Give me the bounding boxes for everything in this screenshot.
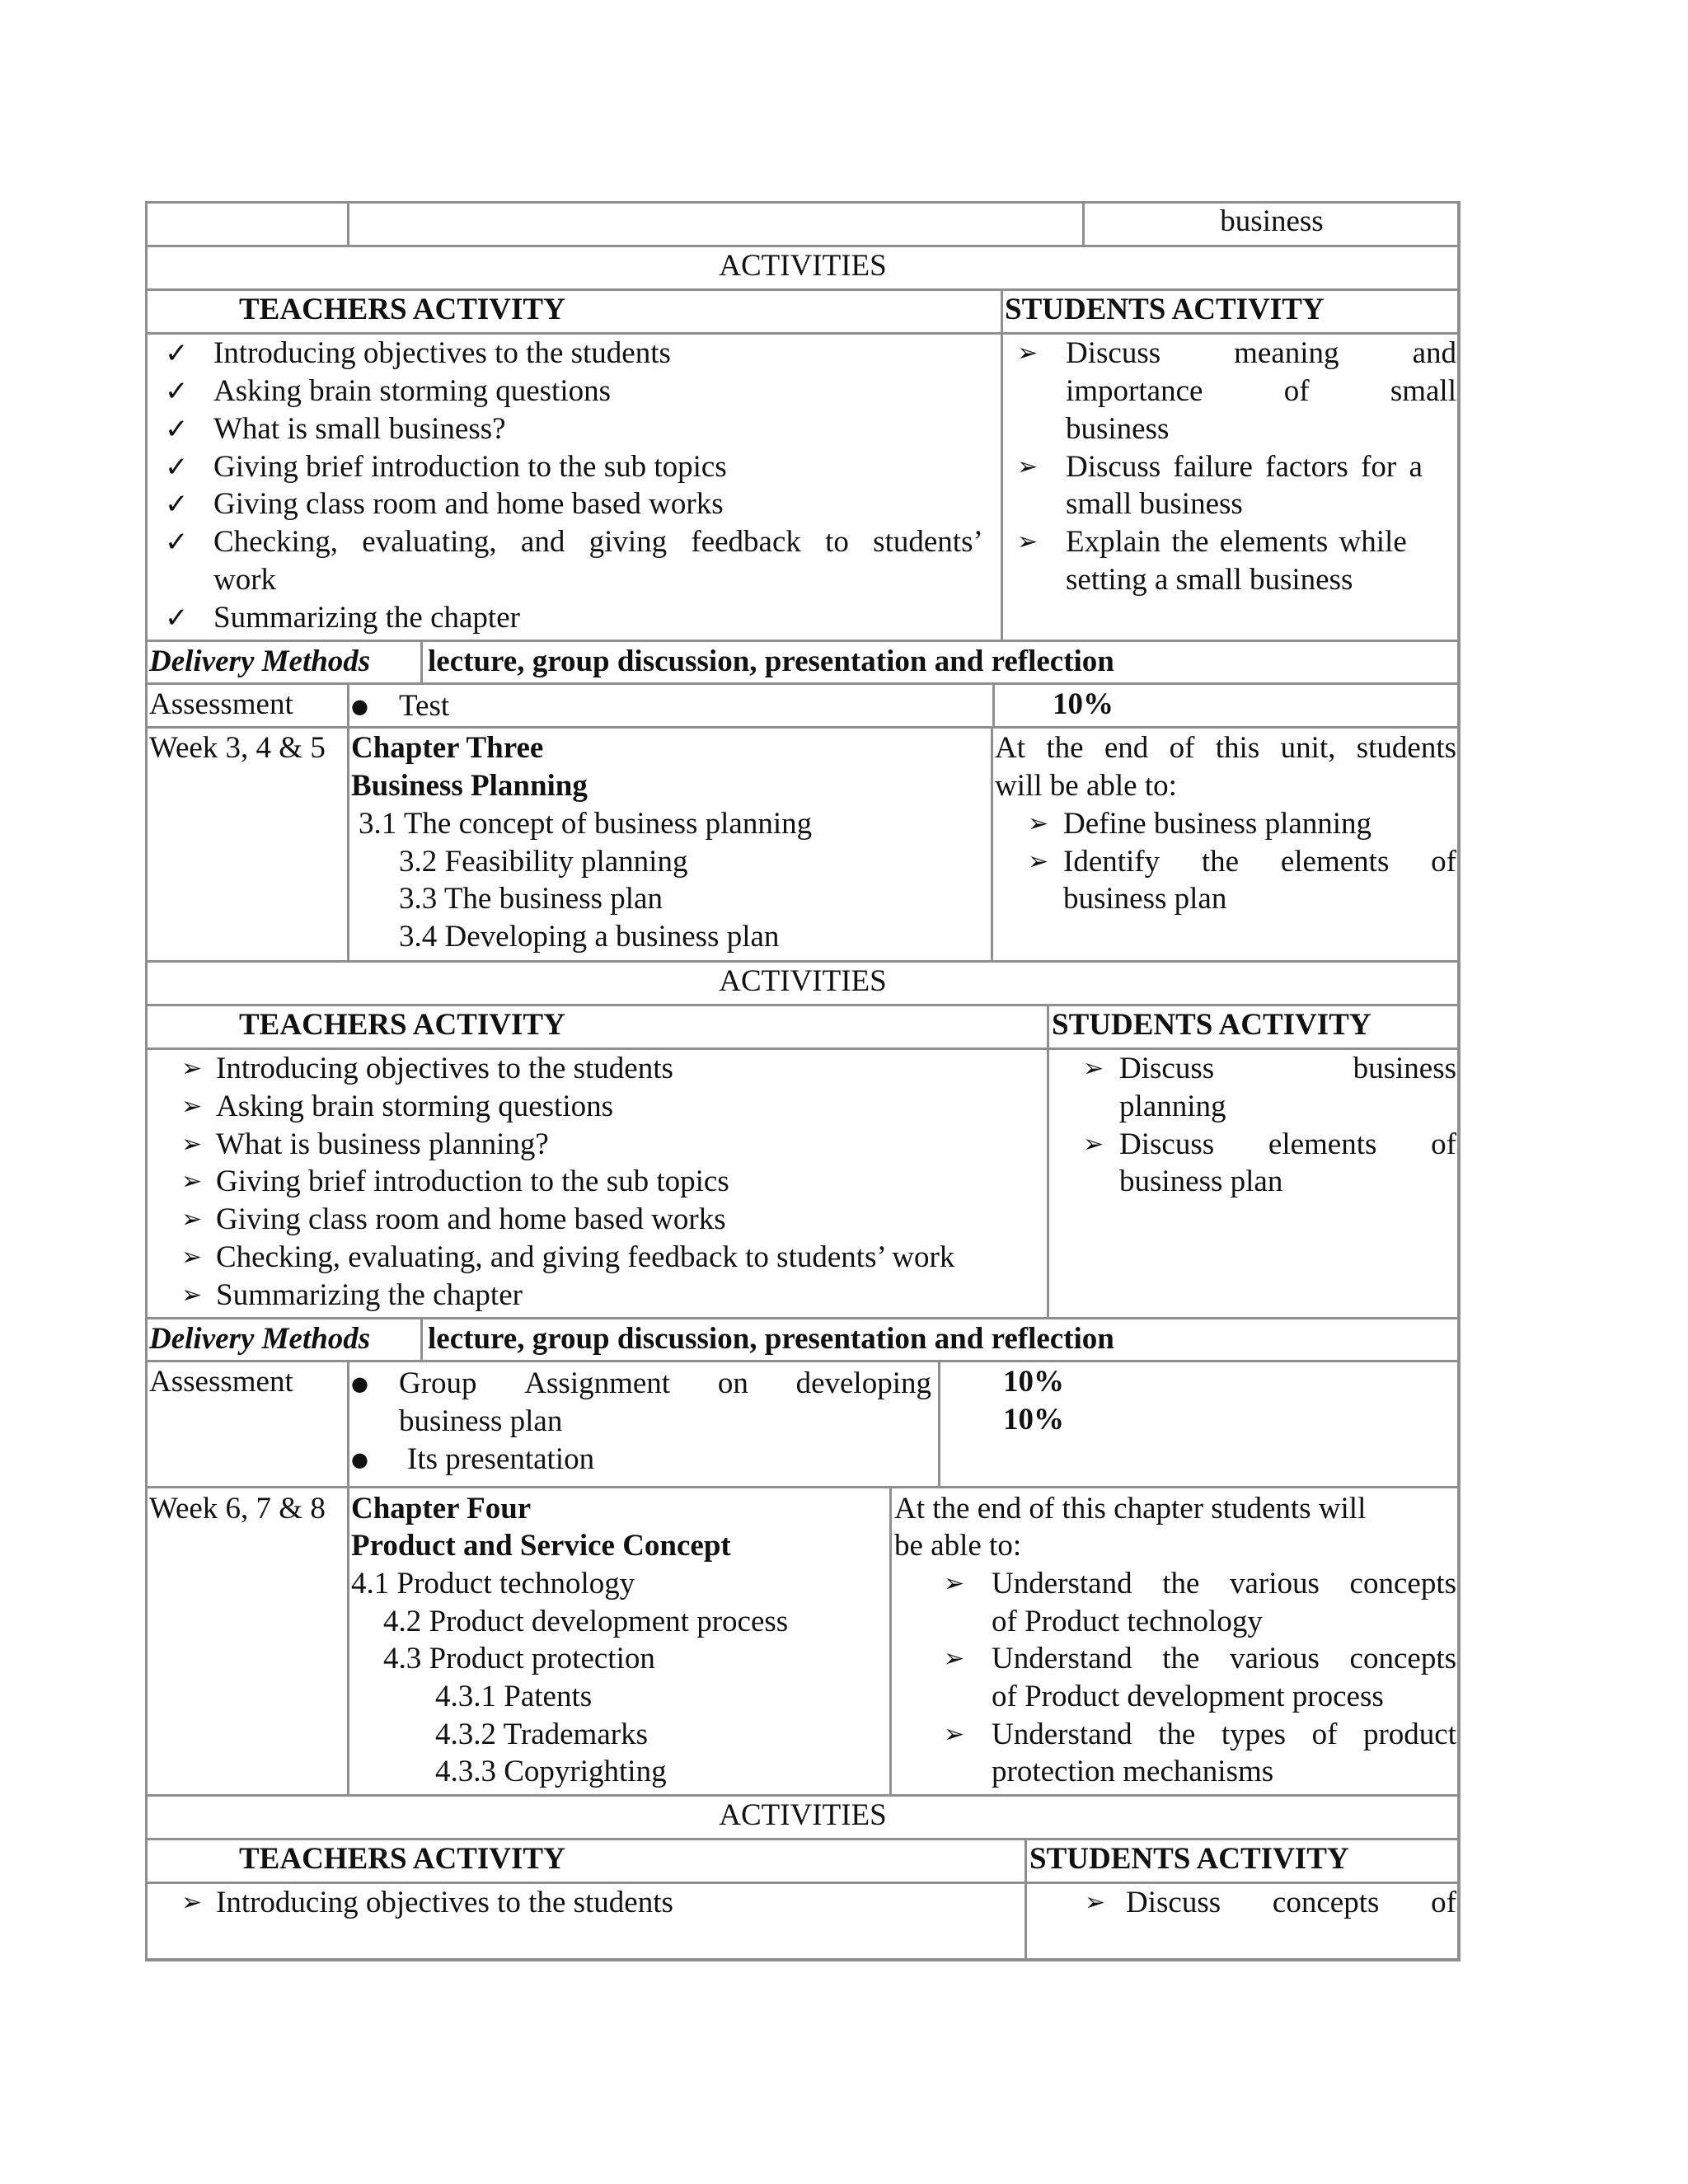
word: the <box>1046 731 1084 765</box>
list-item-continued: planning <box>1119 1090 1226 1123</box>
assessment-percent: 10% <box>1053 687 1114 721</box>
word: business <box>1353 1052 1456 1085</box>
word: Discuss <box>1066 336 1161 370</box>
arrow-bullet-icon: ➢ <box>1028 809 1049 838</box>
outcome-item <box>992 1565 1456 1603</box>
topic-item: 4.2 Product development process <box>383 1605 789 1638</box>
word: product <box>1362 1718 1456 1751</box>
outcome-item: Define business planning <box>1063 807 1372 841</box>
students-activity-heading-1: STUDENTS ACTIVITY <box>1005 293 1325 326</box>
assessment-percent: 10% <box>1003 1365 1064 1399</box>
arrow-bullet-icon: ➢ <box>944 1644 965 1673</box>
assessment-item-continued: business plan <box>399 1404 563 1438</box>
student-activity-item <box>1126 1884 1456 1922</box>
word: small <box>1390 374 1456 408</box>
list-item: Summarizing the chapter <box>216 1278 523 1312</box>
arrow-bullet-icon: ➢ <box>181 1888 203 1917</box>
word: concepts <box>1349 1642 1456 1675</box>
arrow-bullet-icon: ➢ <box>181 1281 203 1310</box>
arrow-bullet-icon: ➢ <box>181 1092 203 1121</box>
check-icon: ✓ <box>165 451 189 484</box>
list-item <box>1066 335 1456 373</box>
week-label: Week 3, 4 & 5 <box>149 731 326 765</box>
list-item: Asking brain storming questions <box>213 374 612 408</box>
word: Understand <box>992 1567 1132 1601</box>
teachers-activity-heading-1: TEACHERS ACTIVITY <box>239 293 565 326</box>
topic-item: 4.3.3 Copyrighting <box>435 1755 667 1788</box>
activities-heading-3: ACTIVITIES <box>719 1798 887 1832</box>
check-icon: ✓ <box>165 526 189 559</box>
word: of <box>1311 1718 1338 1751</box>
word: Discuss <box>1119 1127 1215 1161</box>
week678-divider-1 <box>347 1486 349 1794</box>
word: the <box>1158 1718 1196 1751</box>
list-item: Explain the elements while <box>1066 525 1407 559</box>
list-item: Giving brief introduction to the sub topics <box>213 450 727 484</box>
list-item: Introducing objectives to the students <box>216 1052 673 1085</box>
word: Group <box>399 1366 477 1400</box>
word: the <box>1162 1567 1200 1601</box>
activities-heading-1: ACTIVITIES <box>719 249 887 283</box>
word: of <box>1283 374 1310 408</box>
block3-divider <box>1025 1838 1027 1961</box>
word: Understand <box>992 1718 1132 1751</box>
outcome-intro-continued: be able to: <box>894 1529 1022 1563</box>
list-item: Checking, evaluating, and giving feedback to students’ <box>213 525 983 559</box>
outcome-item-continued: of Product development process <box>992 1680 1384 1713</box>
row-separator <box>145 682 1461 685</box>
assessment-divider-2a <box>347 1360 349 1486</box>
students-activity-heading-3: STUDENTS ACTIVITY <box>1029 1842 1349 1876</box>
row-separator <box>145 640 1461 642</box>
word: various <box>1230 1567 1320 1601</box>
assessment-item: Its presentation <box>407 1442 595 1476</box>
word: Assignment <box>524 1366 671 1400</box>
topic-item: 4.3.1 Patents <box>435 1680 593 1713</box>
word: Discuss <box>1126 1886 1221 1919</box>
chapter-number: Chapter Three <box>351 731 544 765</box>
activities-heading-2: ACTIVITIES <box>719 964 887 998</box>
word: Identify <box>1063 845 1160 879</box>
chapter-title: Business Planning <box>351 769 588 803</box>
arrow-bullet-icon: ➢ <box>1083 1130 1104 1159</box>
arrow-bullet-icon: ➢ <box>181 1243 203 1272</box>
arrow-bullet-icon: ➢ <box>181 1054 203 1083</box>
list-item: Introducing objectives to the students <box>213 336 671 370</box>
bullet-icon: ● <box>351 695 368 718</box>
list-item: Summarizing the chapter <box>213 601 520 635</box>
list-item: What is business planning? <box>216 1127 549 1161</box>
word: various <box>1230 1642 1320 1675</box>
topic-item: 3.4 Developing a business plan <box>399 920 780 954</box>
word: At <box>995 731 1025 765</box>
word: and <box>1412 336 1456 370</box>
topic-item: 4.1 Product technology <box>351 1567 635 1601</box>
topic-item: 4.3.2 Trademarks <box>435 1718 648 1751</box>
row-separator <box>145 1360 1461 1362</box>
word: elements <box>1268 1127 1377 1161</box>
word: this <box>1215 731 1260 765</box>
delivery-divider-2 <box>420 1317 423 1360</box>
arrow-bullet-icon: ➢ <box>1085 1888 1106 1917</box>
arrow-bullet-icon: ➢ <box>944 1569 965 1598</box>
list-item-continued <box>1066 373 1456 410</box>
assessment-label-1: Assessment <box>149 687 293 721</box>
check-icon: ✓ <box>165 602 189 635</box>
topic-item: 4.3 Product protection <box>383 1642 655 1675</box>
list-item: Asking brain storming questions <box>216 1090 614 1123</box>
chapter-title: Product and Service Concept <box>351 1529 731 1563</box>
row0-cell3-text: business <box>1220 204 1324 238</box>
list-item-continued: business <box>1066 412 1170 446</box>
arrow-bullet-icon: ➢ <box>1083 1054 1104 1083</box>
block2-divider <box>1047 1004 1049 1317</box>
word: of <box>1431 845 1456 879</box>
assessment-divider-1b <box>992 682 995 726</box>
bullet-icon: ● <box>351 1372 368 1395</box>
week-label: Week 6, 7 & 8 <box>149 1492 326 1526</box>
topic-item: 3.3 The business plan <box>399 882 663 916</box>
word: end <box>1104 731 1149 765</box>
word: the <box>1162 1642 1200 1675</box>
outcome-intro: At the end of this chapter students will <box>894 1492 1367 1526</box>
list-item-continued: business plan <box>1119 1165 1283 1198</box>
word: concepts <box>1349 1567 1456 1601</box>
delivery-methods-label-2: Delivery Methods <box>149 1322 371 1356</box>
row0-divider-1 <box>347 201 349 245</box>
word: of <box>1431 1127 1456 1161</box>
list-item: Giving class room and home based works <box>213 487 724 521</box>
arrow-bullet-icon: ➢ <box>1017 339 1039 368</box>
word: Discuss <box>1119 1052 1215 1085</box>
topic-item: 3.2 Feasibility planning <box>399 845 688 879</box>
outcome-item-continued: protection mechanisms <box>992 1755 1274 1788</box>
list-item <box>1119 1050 1456 1088</box>
teacher-activity-item: Introducing objectives to the students <box>216 1886 673 1919</box>
check-icon: ✓ <box>165 413 189 446</box>
list-item: Giving brief introduction to the sub topics <box>216 1165 729 1198</box>
list-item <box>1119 1126 1456 1164</box>
bullet-icon: ● <box>351 1448 368 1471</box>
list-item: What is small business? <box>213 412 506 446</box>
delivery-methods-value-2: lecture, group discussion, presentation and reflection <box>428 1322 1114 1356</box>
list-item-continued: setting a small business <box>1066 563 1353 597</box>
delivery-methods-label-1: Delivery Methods <box>149 644 371 678</box>
list-item-continued: work <box>213 563 277 597</box>
arrow-bullet-icon: ➢ <box>1017 452 1039 481</box>
week678-divider-2 <box>889 1486 892 1794</box>
students-activity-heading-2: STUDENTS ACTIVITY <box>1052 1008 1372 1042</box>
word: developing <box>795 1366 931 1400</box>
word: unit, <box>1280 731 1336 765</box>
arrow-bullet-icon: ➢ <box>181 1130 203 1159</box>
arrow-bullet-icon: ➢ <box>181 1167 203 1196</box>
outcome-item <box>992 1640 1456 1678</box>
check-icon: ✓ <box>165 375 189 408</box>
chapter-number: Chapter Four <box>351 1492 532 1526</box>
assessment-divider-2b <box>938 1360 940 1486</box>
word: Understand <box>992 1642 1132 1675</box>
list-item-continued: small business <box>1066 487 1243 521</box>
assessment-item: Test <box>399 689 450 723</box>
word: students <box>1356 731 1456 765</box>
assessment-percent: 10% <box>1003 1403 1064 1436</box>
outcome-item <box>992 1716 1456 1754</box>
week345-divider-2 <box>991 726 993 960</box>
check-icon: ✓ <box>165 337 189 370</box>
teachers-activity-heading-3: TEACHERS ACTIVITY <box>239 1842 565 1876</box>
row-separator <box>145 1486 1461 1488</box>
word: the <box>1201 845 1240 879</box>
outcome-item-continued: business plan <box>1063 882 1227 916</box>
topic-item: 3.1 The concept of business planning <box>359 807 813 841</box>
outcome-intro-continued: will be able to: <box>995 769 1177 803</box>
arrow-bullet-icon: ➢ <box>181 1205 203 1234</box>
word: of <box>1431 1886 1456 1919</box>
list-item: Discuss failure factors for a <box>1066 450 1423 484</box>
word: importance <box>1066 374 1203 408</box>
assessment-label-2: Assessment <box>149 1365 293 1399</box>
word: types <box>1221 1718 1287 1751</box>
word: meaning <box>1234 336 1339 370</box>
check-icon: ✓ <box>165 488 189 521</box>
assessment-divider-1a <box>347 682 349 726</box>
arrow-bullet-icon: ➢ <box>1028 847 1049 876</box>
word: elements <box>1280 845 1390 879</box>
word: concepts <box>1272 1886 1380 1919</box>
arrow-bullet-icon: ➢ <box>1017 527 1039 556</box>
outcome-item-continued: of Product technology <box>992 1605 1263 1638</box>
week345-divider-1 <box>347 726 349 960</box>
teachers-activity-heading-2: TEACHERS ACTIVITY <box>239 1008 565 1042</box>
outcome-intro <box>995 729 1456 767</box>
outcome-item <box>1063 843 1456 881</box>
row-separator <box>145 1317 1461 1319</box>
word: of <box>1169 731 1195 765</box>
arrow-bullet-icon: ➢ <box>944 1720 965 1749</box>
list-item: Checking, evaluating, and giving feedback to students’ work <box>216 1240 955 1274</box>
delivery-divider-1 <box>420 640 423 682</box>
word: on <box>717 1366 748 1400</box>
list-item: Giving class room and home based works <box>216 1202 726 1236</box>
block1-divider <box>1001 288 1003 640</box>
delivery-methods-value-1: lecture, group discussion, presentation and reflection <box>428 644 1114 678</box>
row-separator <box>145 726 1461 729</box>
assessment-item <box>399 1365 931 1403</box>
